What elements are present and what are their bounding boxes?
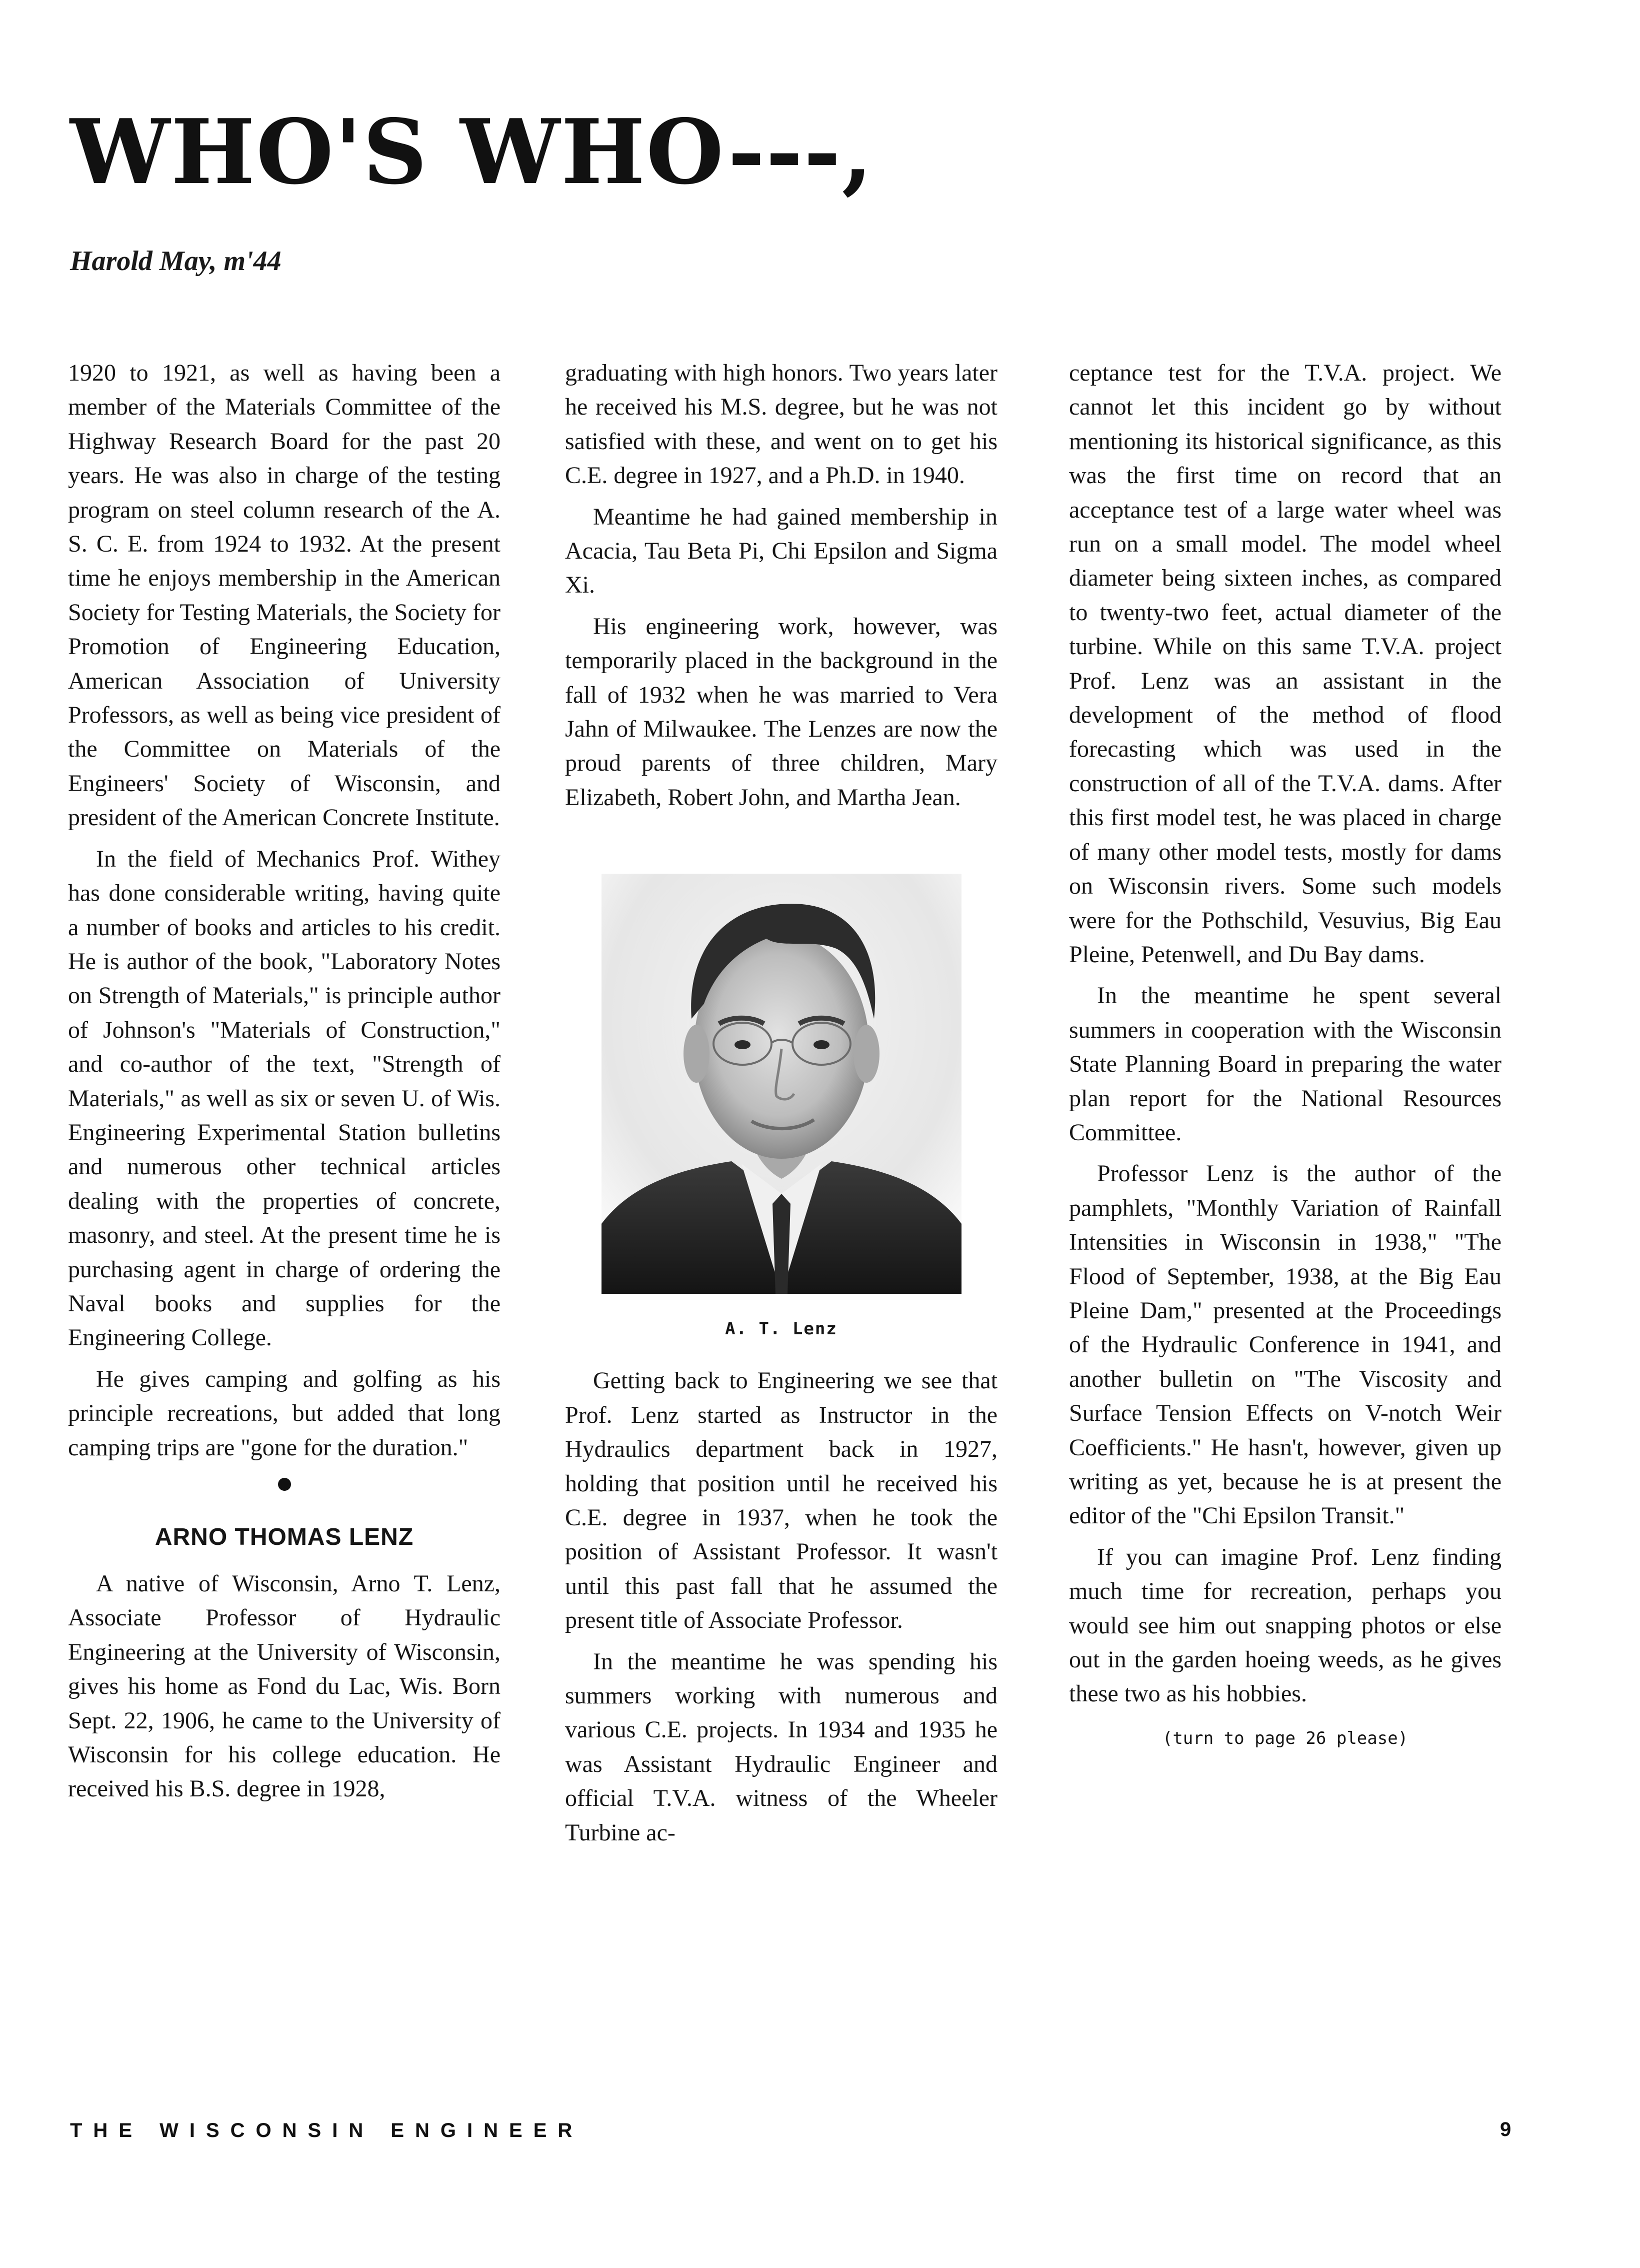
portrait-photo xyxy=(602,874,962,1294)
column-2 xyxy=(565,356,998,1850)
column-3 xyxy=(1069,356,1502,1755)
paragraph: His engineering work, however, was temporarily placed in the background in the fall of 1932 when he was married to Vera Jahn of Milwaukee. The Lenzes are now the proud parents of three children, Mary Elizabeth, Robert John, and Martha Jean. xyxy=(565,613,998,811)
paragraph: ceptance test for the T.V.A. project. We cannot let this incident go by without mentioning its historical significance, as this was the first time on record that an acceptance test of a large water wheel was run on a small model. The model wheel diameter being sixteen inches, as compared to twenty-two feet, actual diameter of the turbine. While on this same T.V.A. project Prof. Lenz was an assistant in the development of the method of flood forecasting which was used in the construction of all of the T.V.A. dams. After this first model test, he was placed in charge of many other model tests, mostly for dams on Wisconsin rivers. Some such models were for the Pothschild, Vesuvius, Big Eau Pleine, Petenwell, and Du Bay dams. xyxy=(1069,360,1502,968)
paragraph: A native of Wisconsin, Arno T. Lenz, Associate Professor of Hydraulic Engineering at the University of Wisconsin, gives his home as Fond du Lac, Wis. Born Sept. 22, 1906, he came to the University of Wisconsin for his college education. He received his B.S. degree in 1928, xyxy=(68,1570,500,1802)
section-divider-bullet xyxy=(278,1478,291,1491)
paragraph: He gives camping and golfing as his principle recreations, but added that long camping trips are "gone for the duration." xyxy=(68,1365,500,1461)
paragraph: In the meantime he spent several summers in cooperation with the Wisconsin State Planning Board in preparing the water plan report for the National Resources Committee. xyxy=(1069,982,1502,1146)
paragraph: In the field of Mechanics Prof. Withey has done considerable writing, having quite a number of books and articles to his credit. He is author of the book, "Laboratory Notes on Strength of Materials," is principle author of Johnson's "Materials of Construction," and co-author of the text, "Strength of Materials," as well as six or seven U. of Wis. Engineering Experimental Station bulletins and numerous other technical articles dealing with the properties of concrete, masonry, and steel. At the present time he is purchasing agent in charge of ordering the Naval books and supplies for the Engineering College. xyxy=(68,845,500,1351)
paragraph: Meantime he had gained membership in Acacia, Tau Beta Pi, Chi Epsilon and Sigma Xi. xyxy=(565,503,998,599)
paragraph: Getting back to Engineering we see that Prof. Lenz started as Instructor in the Hydraulics department back in 1927, holding that position until he received his C.E. degree in 1937, when he took the position of Assistant Professor. It wasn't until this past fall that he assumed the present title of Associate Professor. xyxy=(565,1367,998,1634)
column-1 xyxy=(68,356,500,1806)
paragraph: In the meantime he was spending his summers working with numerous and various C.E. projects. In 1934 and 1935 he was Assistant Hydraulic Engineer and official T.V.A. witness of the Wheeler Turbine ac- xyxy=(565,1648,998,1846)
author-byline: Harold May, m'44 xyxy=(70,246,282,277)
page-title: WHO'S WHO---, xyxy=(70,100,874,204)
paragraph: graduating with high honors. Two years later he received his M.S. degree, but he was not satisfied with these, and went on to get his C.E. degree in 1927, and a Ph.D. in 1940. xyxy=(565,360,998,489)
continuation-note: (turn to page 26 please) xyxy=(1162,1728,1408,1748)
publication-name: THE WISCONSIN ENGINEER xyxy=(70,2119,584,2141)
page-number: 9 xyxy=(1500,2118,1512,2140)
section-heading: ARNO THOMAS LENZ xyxy=(154,1524,414,1550)
paragraph: If you can imagine Prof. Lenz finding much time for recreation, perhaps you would see him out snapping photos or else out in the garden hoeing weeds, as he gives these two as his hobbies. xyxy=(1069,1543,1502,1707)
paragraph: Professor Lenz is the author of the pamphlets, "Monthly Variation of Rainfall Intensities in Wisconsin in 1938," "The Flood of September, 1938, at the Big Eau Pleine Dam," presented at the Proceedings of the Hydraulic Conference in 1941, and another bulletin on "The Viscosity and Surface Tension Effects on V-notch Weir Coefficients." He hasn't, however, given up writing as yet, because he is at present the editor of the "Chi Epsilon Transit." xyxy=(1069,1160,1502,1529)
photo-caption: A. T. Lenz xyxy=(725,1319,838,1339)
paragraph: 1920 to 1921, as well as having been a member of the Materials Committee of the Highway Research Board for the past 20 years. He was also in charge of the testing program on steel column research of the A. S. C. E. from 1924 to 1932. At the present time he enjoys membership in the American Society for Testing Materials, the Society for Promotion of Engineering Education, American Association of University Professors, as well as being vice president of the Committee on Materials of the Engineers' Society of Wisconsin, and president of the American Concrete Institute. xyxy=(68,360,500,831)
